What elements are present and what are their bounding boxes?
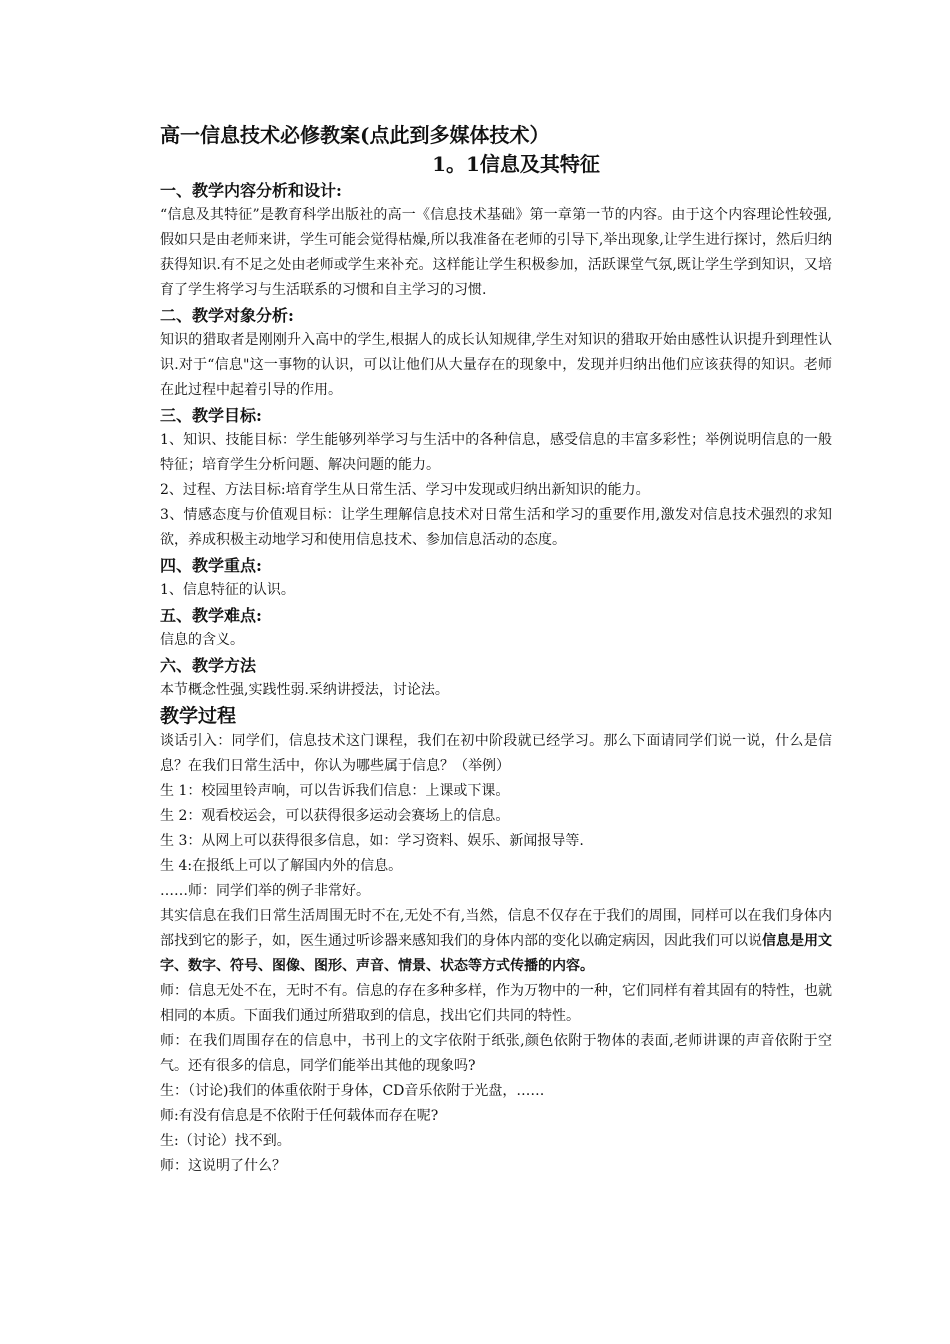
teacher-line-2: 师：在我们周围存在的信息中，书刊上的文字依附于纸张,颜色依附于物体的表面,老师讲课的声音依附于空气。还有很多的信息，同学们能举出其他的现象吗? [160, 1033, 832, 1074]
paragraph-content-analysis: “信息及其特征”是教育科学出版社的高一《信息技术基础》第一章第一节的内容。由于这个内容理论性较强,假如只是由老师来讲，学生可能会觉得枯燥,所以我准备在老师的引导下,举出现象,让学生进行探讨，然后归纳获得知识.有不足之处由老师或学生来补充。这样能让学生积极参加，活跃课堂气氛,既让学生学到知识，又培育了学生将学习与生活联系的习惯和自主学习的习惯. [160, 207, 832, 298]
heading-key-points: 四、教学重点: [160, 556, 262, 575]
heading-methods: 六、教学方法 [160, 656, 257, 675]
section-title: 1。1信息及其特征 [432, 152, 600, 176]
teacher-comment: ……师：同学们举的例子非常好。 [160, 883, 370, 899]
document-body [160, 120, 832, 1179]
definition-bold: 信息是用文字、数字、符号、图像、图形、声音、情景、状态等方式传播的内容。 [160, 933, 832, 974]
student-answer-1: 生 1：校园里铃声响，可以告诉我们信息：上课或下课。 [160, 783, 510, 799]
goal-process: 2、过程、方法目标:培育学生从日常生活、学习中发现或归纳出新知识的能力。 [160, 482, 650, 498]
goal-knowledge: 1、知识、技能目标：学生能够列举学习与生活中的各种信息，感受信息的丰富多彩性；举例说明信息的一般特征；培育学生分析问题、解决问题的能力。 [160, 432, 832, 473]
paragraph-definition [160, 904, 832, 979]
heading-teaching-process: 教学过程 [160, 705, 237, 727]
paragraph-intro: 谈话引入：同学们，信息技术这门课程，我们在初中阶段就已经学习。那么下面请同学们说一说，什么是信息？在我们日常生活中，你认为哪些属于信息？（举例） [160, 733, 832, 774]
paragraph-student-analysis: 知识的猎取者是刚刚升入高中的学生,根据人的成长认知规律,学生对知识的猎取开始由感性认识提升到理性认识.对于“信息"这一事物的认识，可以让他们从大量存在的现象中，发现并归纳出他们应该获得的知识。老师在此过程中起着引导的作用。 [160, 332, 832, 398]
goal-attitude: 3、情感态度与价值观目标：让学生理解信息技术对日常生活和学习的重要作用,激发对信息技术强烈的求知欲，养成积极主动地学习和使用信息技术、参加信息活动的态度。 [160, 507, 832, 548]
teacher-line-3: 师:有没有信息是不依附于任何载体而存在呢? [160, 1108, 439, 1124]
paragraph-methods: 本节概念性强,实践性弱.采纳讲授法，讨论法。 [160, 682, 449, 698]
student-line-2: 生:（讨论）找不到。 [160, 1133, 291, 1149]
heading-teaching-goals: 三、教学目标: [160, 406, 262, 425]
student-answer-4: 生 4:在报纸上可以了解国内外的信息。 [160, 858, 403, 874]
paragraph-difficulties: 信息的含义。 [160, 632, 244, 648]
document-title[interactable]: 高一信息技术必修教案(点此到多媒体技术） [160, 123, 550, 147]
student-line-1: 生：（讨论)我们的体重依附于身体，CD音乐依附于光盘，…… [160, 1083, 545, 1099]
student-answer-2: 生 2：观看校运会，可以获得很多运动会赛场上的信息。 [160, 808, 510, 824]
heading-content-analysis: 一、教学内容分析和设计: [160, 181, 342, 200]
heading-difficulties: 五、教学难点: [160, 606, 262, 625]
heading-student-analysis: 二、教学对象分析: [160, 306, 294, 325]
teacher-line-4: 师：这说明了什么？ [160, 1158, 286, 1174]
teacher-line-1: 师：信息无处不在，无时不有。信息的存在多种多样，作为万物中的一种，它们同样有着其固有的特性，也就相同的本质。下面我们通过所猎取到的信息，找出它们共同的特性。 [160, 983, 832, 1024]
definition-lead: 其实信息在我们日常生活周围无时不在,无处不有,当然，信息不仅存在于我们的周围，同样可以在我们身体内部找到它的影子，如，医生通过听诊器来感知我们的身体内部的变化以确定病因，因此我们可以说 [160, 908, 832, 949]
student-answer-3: 生 3：从网上可以获得很多信息，如：学习资料、娱乐、新闻报导等. [160, 833, 584, 849]
paragraph-key-points: 1、信息特征的认识。 [160, 582, 295, 598]
